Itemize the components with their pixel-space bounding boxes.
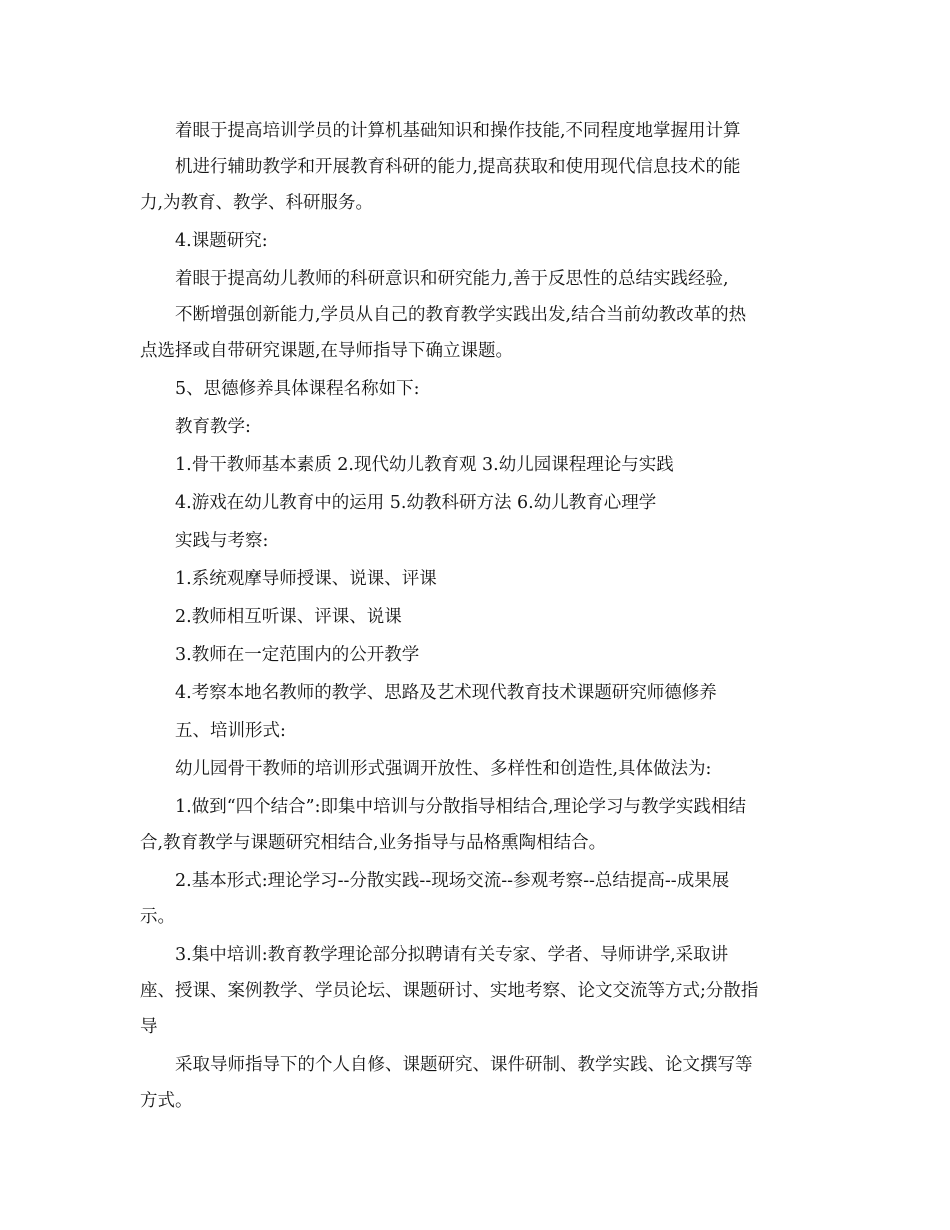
paragraph bbox=[140, 485, 810, 521]
text-line: 不断增强创新能力,学员从自己的教育教学实践出发,结合当前幼教改革的热 bbox=[175, 305, 747, 325]
text-line: 合,教育教学与课题研究相结合,业务指导与品格熏陶相结合。 bbox=[140, 833, 607, 853]
paragraph bbox=[140, 523, 810, 559]
text-line: 幼儿园骨干教师的培训形式强调开放性、多样性和创造性,具体做法为: bbox=[175, 759, 712, 779]
paragraph bbox=[140, 751, 810, 787]
text-line: 5、思德修养具体课程名称如下: bbox=[175, 379, 420, 399]
paragraph bbox=[140, 599, 810, 635]
text-line: 导 bbox=[140, 1017, 158, 1037]
text-line: 实践与考察: bbox=[175, 531, 269, 551]
text-line: 着眼于提高幼儿教师的科研意识和研究能力,善于反思性的总结实践经验, bbox=[175, 269, 729, 289]
paragraph bbox=[140, 409, 810, 445]
paragraph bbox=[140, 223, 810, 259]
text-line: 1.做到“四个结合”:即集中培训与分散指导相结合,理论学习与教学实践相结 bbox=[175, 797, 747, 817]
text-line: 着眼于提高培训学员的计算机基础知识和操作技能,不同程度地掌握用计算 bbox=[175, 121, 741, 141]
text-line: 3.教师在一定范围内的公开教学 bbox=[175, 645, 420, 665]
text-line: 4.考察本地名教师的教学、思路及艺术现代教育技术课题研究师德修养 bbox=[175, 683, 717, 703]
text-line: 力,为教育、教学、科研服务。 bbox=[140, 193, 374, 213]
text-line: 采取导师指导下的个人自修、课题研究、课件研制、教学实践、论文撰写等 bbox=[175, 1055, 753, 1075]
text-line: 机进行辅助教学和开展教育科研的能力,提高获取和使用现代信息技术的能 bbox=[175, 157, 741, 177]
text-line: 点选择或自带研究课题,在导师指导下确立课题。 bbox=[140, 341, 514, 361]
paragraph bbox=[140, 863, 810, 935]
paragraph bbox=[140, 789, 810, 861]
paragraph bbox=[140, 637, 810, 673]
text-line: 五、培训形式: bbox=[175, 721, 286, 741]
paragraph bbox=[140, 261, 810, 369]
text-line: 方式。 bbox=[140, 1091, 193, 1111]
paragraph bbox=[140, 447, 810, 483]
text-line: 3.集中培训:教育教学理论部分拟聘请有关专家、学者、导师讲学,采取讲 bbox=[175, 945, 729, 965]
text-line: 教育教学: bbox=[175, 417, 251, 437]
text-line: 座、授课、案例教学、学员论坛、课题研讨、实地考察、论文交流等方式;分散指 bbox=[140, 981, 759, 1001]
text-line: 2.基本形式:理论学习--分散实践--现场交流--参观考察--总结提高--成果展 bbox=[175, 871, 730, 891]
paragraph bbox=[140, 713, 810, 749]
paragraph bbox=[140, 561, 810, 597]
text-line: 示。 bbox=[140, 907, 175, 927]
paragraph bbox=[140, 1047, 810, 1119]
text-line: 4.游戏在幼儿教育中的运用 5.幼教科研方法 6.幼儿教育心理学 bbox=[175, 493, 657, 513]
paragraph bbox=[140, 675, 810, 711]
text-line: 1.系统观摩导师授课、说课、评课 bbox=[175, 569, 437, 589]
paragraph bbox=[140, 937, 810, 1045]
text-line: 2.教师相互听课、评课、说课 bbox=[175, 607, 402, 627]
text-line: 4.课题研究: bbox=[175, 231, 268, 251]
paragraph bbox=[140, 371, 810, 407]
text-line: 1.骨干教师基本素质 2.现代幼儿教育观 3.幼儿园课程理论与实践 bbox=[175, 455, 674, 475]
paragraph bbox=[140, 113, 810, 221]
document-body bbox=[140, 113, 810, 1121]
